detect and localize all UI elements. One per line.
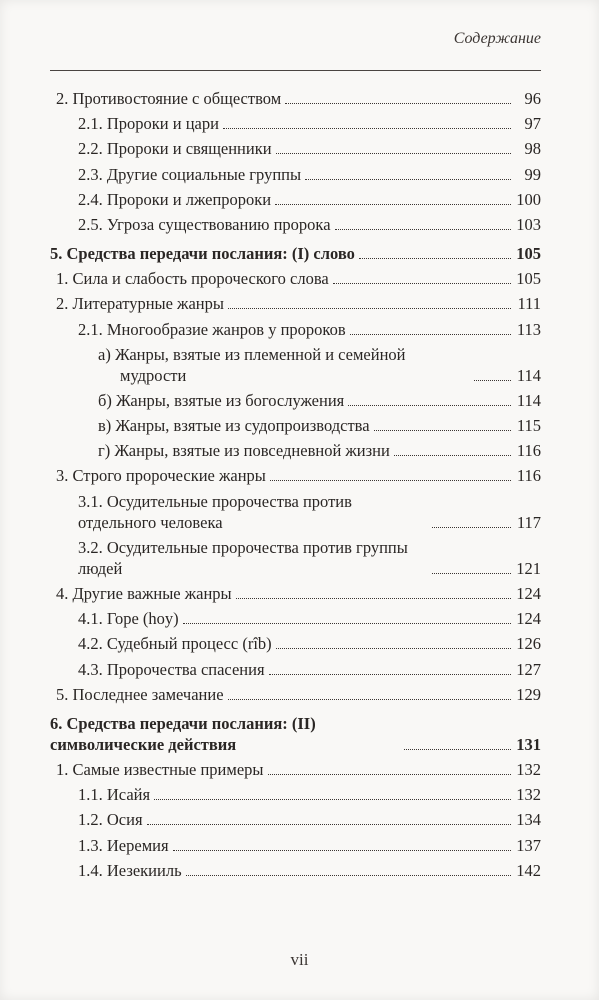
dot-leader (270, 480, 511, 481)
toc-entry (50, 88, 541, 109)
toc-entry-page: 111 (517, 294, 541, 314)
toc-entry-title: 1.1. Исайя (78, 785, 151, 805)
toc-entry-page: 99 (524, 164, 541, 184)
dot-leader (374, 430, 511, 431)
toc-entry (50, 440, 541, 461)
toc-entry-page: 124 (516, 584, 541, 603)
toc-entry (50, 113, 541, 134)
toc-entry (50, 784, 541, 805)
dot-leader (276, 648, 511, 649)
toc-entry-title: а) Жанры, взятые из племенной и семейной мудрости (98, 344, 406, 385)
toc-entry-page: 98 (524, 139, 541, 159)
toc-entry (50, 809, 541, 830)
toc-entry (50, 537, 541, 579)
toc-entry-page: 132 (516, 759, 541, 779)
toc-entry-title: 2.3. Другие социальные группы (78, 164, 302, 184)
dot-leader (305, 179, 511, 180)
dot-leader (186, 875, 511, 876)
dot-leader (348, 405, 511, 406)
dot-leader (173, 850, 511, 851)
toc-entry-page: 96 (524, 89, 541, 108)
dot-leader (223, 128, 511, 129)
toc-entry-title: 1.4. Иезекииль (78, 860, 182, 880)
dot-leader (359, 258, 511, 259)
toc-entry (50, 164, 541, 185)
toc-entry-page: 116 (516, 441, 541, 461)
toc-entry (50, 268, 541, 289)
dot-leader (154, 799, 511, 800)
dot-leader (236, 598, 511, 599)
toc-entry (50, 835, 541, 856)
toc-entry (50, 415, 541, 436)
toc-entry (50, 608, 541, 629)
dot-leader (285, 103, 511, 104)
toc-entry-page: 97 (524, 114, 541, 134)
toc-entry-title: 1. Сила и слабость пророческого слова (56, 269, 329, 289)
toc-entry-title: 2.1. Пророки и цари (78, 114, 219, 134)
toc-entry-page: 114 (516, 390, 541, 410)
toc-entry-title: 1.3. Иеремия (78, 835, 169, 855)
toc-entry-title: 3.2. Осудительные пророчества против группы людей (78, 537, 408, 578)
toc-entry-title: 4. Другие важные жанры (56, 584, 232, 603)
toc-entry-title: 2. Литературные жанры (56, 294, 224, 314)
dot-leader (350, 334, 511, 335)
toc-entry-title: г) Жанры, взятые из повседневной жизни (98, 441, 390, 461)
toc-entry-page: 127 (516, 659, 541, 679)
toc-entry-page: 105 (516, 243, 541, 263)
toc-entry (50, 189, 541, 210)
dot-leader (268, 774, 512, 775)
dot-leader (394, 455, 511, 456)
toc-entry (50, 243, 541, 264)
toc-entry (50, 713, 541, 755)
dot-leader (275, 204, 511, 205)
dot-leader (228, 308, 511, 309)
page-folio: vii (290, 950, 309, 969)
toc-entry-page: 134 (516, 810, 541, 830)
toc-entry-title: б) Жанры, взятые из богослужения (98, 390, 345, 410)
toc-entry-page: 142 (516, 860, 541, 880)
toc-entry (50, 860, 541, 881)
toc-entry (50, 659, 541, 680)
header-rule (50, 70, 541, 71)
toc-entry (50, 293, 541, 314)
toc-entry (50, 319, 541, 340)
toc-entry (50, 759, 541, 780)
toc-entry-title: в) Жанры, взятые из судопроизводства (98, 416, 370, 436)
toc-entry (50, 390, 541, 411)
toc-entry-title: 1. Самые известные примеры (56, 759, 264, 779)
toc-entry (50, 344, 541, 386)
toc-entry-title: 5. Средства передачи послания: (I) слово (50, 243, 355, 263)
toc-entry-page: 115 (516, 416, 541, 436)
toc-entry-title: 4.3. Пророчества спасения (78, 659, 265, 679)
toc-entry-page: 117 (516, 512, 541, 532)
dot-leader (228, 699, 511, 700)
toc-entry (50, 633, 541, 654)
toc-entry-page: 121 (516, 558, 541, 578)
table-of-contents (50, 88, 541, 885)
toc-entry-title: 2. Противостояние с обществом (56, 89, 282, 108)
toc-entry (50, 491, 541, 533)
toc-entry-title: 3.1. Осудительные пророчества против отдельного человека (78, 491, 352, 532)
dot-leader (333, 283, 511, 284)
toc-entry-title: 4.2. Судебный процесс (rîb) (78, 634, 272, 654)
dot-leader (335, 229, 511, 230)
toc-entry (50, 214, 541, 235)
toc-entry-title: 6. Средства передачи послания: (II) символические действия (50, 713, 316, 754)
toc-entry-title: 2.4. Пророки и лжепророки (78, 189, 272, 209)
toc-entry-page: 116 (516, 466, 541, 486)
toc-entry-page: 113 (516, 319, 541, 339)
toc-entry (50, 583, 541, 604)
running-header: Содержание (453, 30, 541, 47)
toc-entry (50, 684, 541, 705)
toc-entry-title: 2.2. Пророки и священники (78, 139, 272, 159)
toc-entry-page: 129 (516, 684, 541, 704)
toc-entry-page: 137 (516, 835, 541, 855)
toc-entry-title: 2.1. Многообразие жанров у пророков (78, 319, 346, 339)
dot-leader (269, 674, 511, 675)
dot-leader (183, 623, 511, 624)
toc-entry-title: 2.5. Угроза существованию пророка (78, 214, 331, 234)
toc-entry-page: 105 (516, 269, 541, 289)
toc-entry-page: 126 (516, 634, 541, 654)
dot-leader (147, 824, 511, 825)
toc-entry-page: 100 (516, 189, 541, 209)
toc-entry-title: 3. Строго пророческие жанры (56, 466, 266, 486)
toc-entry-page: 103 (516, 214, 541, 234)
dot-leader (276, 153, 511, 154)
toc-entry-page: 132 (516, 785, 541, 805)
toc-entry-page: 124 (516, 609, 541, 629)
dot-leader (404, 749, 511, 750)
dot-leader (432, 573, 511, 574)
toc-entry-title: 4.1. Горе (hoy) (78, 609, 179, 629)
toc-entry (50, 138, 541, 159)
toc-entry (50, 465, 541, 486)
dot-leader (432, 527, 511, 528)
toc-entry-title: 5. Последнее замечание (56, 684, 224, 704)
toc-entry-page: 114 (516, 365, 541, 385)
toc-entry-page: 131 (516, 734, 541, 754)
dot-leader (474, 380, 511, 381)
toc-entry-title: 1.2. Осия (78, 810, 143, 830)
